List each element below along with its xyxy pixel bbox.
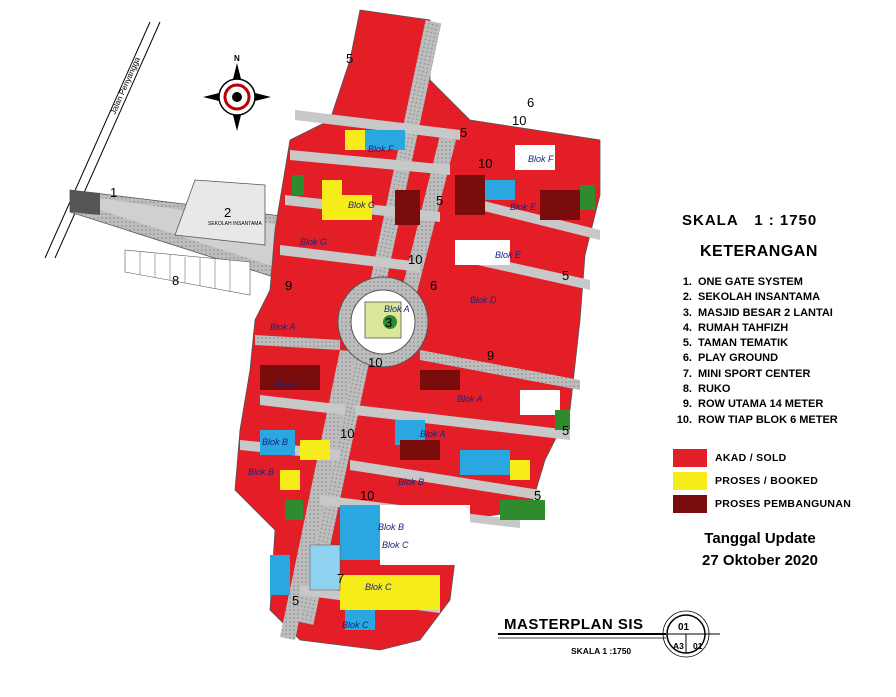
block-g-label: Blok G bbox=[348, 200, 376, 210]
legend-item: 5. TAMAN TEMATIK bbox=[682, 337, 789, 350]
block-a-label-3: Blok A bbox=[457, 394, 483, 404]
paper-size: A3 bbox=[673, 641, 684, 651]
compass-rose-icon bbox=[203, 54, 271, 131]
legend-item: 1. ONE GATE SYSTEM bbox=[682, 276, 803, 288]
status-row-construction: PROSES PEMBANGUNAN bbox=[673, 493, 851, 515]
svg-text:N: N bbox=[234, 54, 240, 63]
legend-title: KETERANGAN bbox=[700, 243, 818, 260]
block-b-label-3: Blok B bbox=[398, 477, 425, 487]
legend-panel bbox=[660, 212, 890, 428]
legend-item: 7. MINI SPORT CENTER bbox=[682, 367, 811, 380]
block-f-label-2: Blok F bbox=[528, 154, 554, 164]
status-row-sold: AKAD / SOLD bbox=[673, 447, 851, 469]
block-c-label-2: Blok C bbox=[365, 582, 392, 592]
number-5-c: 5 bbox=[436, 193, 444, 208]
scale-value: 1 : 1750 bbox=[754, 212, 818, 229]
number-7: 7 bbox=[337, 571, 345, 586]
number-5-g: 5 bbox=[292, 593, 300, 608]
number-10-a: 10 bbox=[512, 113, 527, 128]
update-date: 27 Oktober 2020 bbox=[702, 552, 818, 569]
block-e-label: Blok E bbox=[510, 202, 537, 212]
paper-number: 01 bbox=[693, 641, 703, 651]
svg-text:Jalan Penyangga: Jalan Penyangga bbox=[108, 55, 142, 116]
block-a-label-2: Blok A bbox=[275, 380, 301, 390]
block-d-label: Blok D bbox=[470, 295, 497, 305]
number-10-e: 10 bbox=[340, 426, 355, 441]
block-a-label-4: Blok A bbox=[420, 429, 446, 439]
number-5-f: 5 bbox=[534, 488, 542, 503]
number-5-e: 5 bbox=[562, 423, 570, 438]
status-row-booked: PROSES / BOOKED bbox=[673, 470, 851, 492]
block-c-label: Blok C bbox=[382, 540, 409, 550]
number-1: 1 bbox=[110, 185, 118, 200]
title-block bbox=[498, 606, 720, 658]
number-6-b: 6 bbox=[430, 278, 438, 293]
construction-swatch bbox=[673, 495, 707, 513]
number-10-f: 10 bbox=[360, 488, 375, 503]
legend-list bbox=[660, 275, 890, 428]
legend-item: 9. ROW UTAMA 14 METER bbox=[682, 398, 824, 411]
number-2: 2 bbox=[224, 205, 232, 220]
block-a-label-center: Blok A bbox=[384, 304, 410, 314]
update-title: Tanggal Update bbox=[704, 530, 816, 547]
legend-item: 8. RUKO bbox=[682, 383, 731, 396]
legend-item: 4. RUMAH TAHFIZH bbox=[682, 321, 789, 334]
status-legend bbox=[673, 447, 851, 516]
block-a-label: Blok A bbox=[270, 322, 296, 332]
block-g-label-2: Blok G bbox=[300, 237, 328, 247]
svg-text:SEKOLAH INSANTAMA: SEKOLAH INSANTAMA bbox=[208, 221, 262, 227]
block-b-label-2: Blok B bbox=[248, 467, 275, 477]
number-5-d: 5 bbox=[562, 268, 570, 283]
scale-text bbox=[682, 212, 890, 229]
legend-item: 2. SEKOLAH INSANTAMA bbox=[682, 291, 821, 304]
block-b-label-4: Blok B bbox=[378, 522, 405, 532]
number-10-d: 10 bbox=[368, 355, 383, 370]
block-b-label: Blok B bbox=[262, 437, 289, 447]
sold-swatch bbox=[673, 449, 707, 467]
masterplan-title: MASTERPLAN SIS bbox=[504, 616, 644, 633]
scale-label: SKALA bbox=[682, 212, 739, 229]
number-5-b: 5 bbox=[460, 125, 468, 140]
legend-item: 10. ROW TIAP BLOK 6 METER bbox=[676, 413, 838, 426]
number-8: 8 bbox=[172, 273, 180, 288]
block-e-label-2: Blok E bbox=[495, 250, 522, 260]
school-area bbox=[175, 180, 265, 245]
legend-item: 6. PLAY GROUND bbox=[682, 352, 779, 365]
number-9-a: 9 bbox=[285, 278, 293, 293]
booked-swatch bbox=[673, 472, 707, 490]
number-9-b: 9 bbox=[487, 348, 495, 363]
number-10-c: 10 bbox=[408, 252, 423, 267]
residential-area bbox=[235, 10, 600, 660]
sheet-scale: SKALA 1 :1750 bbox=[571, 646, 632, 656]
number-3: 3 bbox=[385, 315, 393, 330]
legend-item: 3. MASJID BESAR 2 LANTAI bbox=[682, 306, 833, 319]
sheet-number: 01 bbox=[678, 622, 690, 633]
number-5-a: 5 bbox=[346, 51, 354, 66]
block-f-label: Blok F bbox=[368, 144, 394, 154]
number-6: 6 bbox=[527, 95, 535, 110]
number-10-b: 10 bbox=[478, 156, 493, 171]
block-c-label-3: Blok C bbox=[342, 620, 369, 630]
